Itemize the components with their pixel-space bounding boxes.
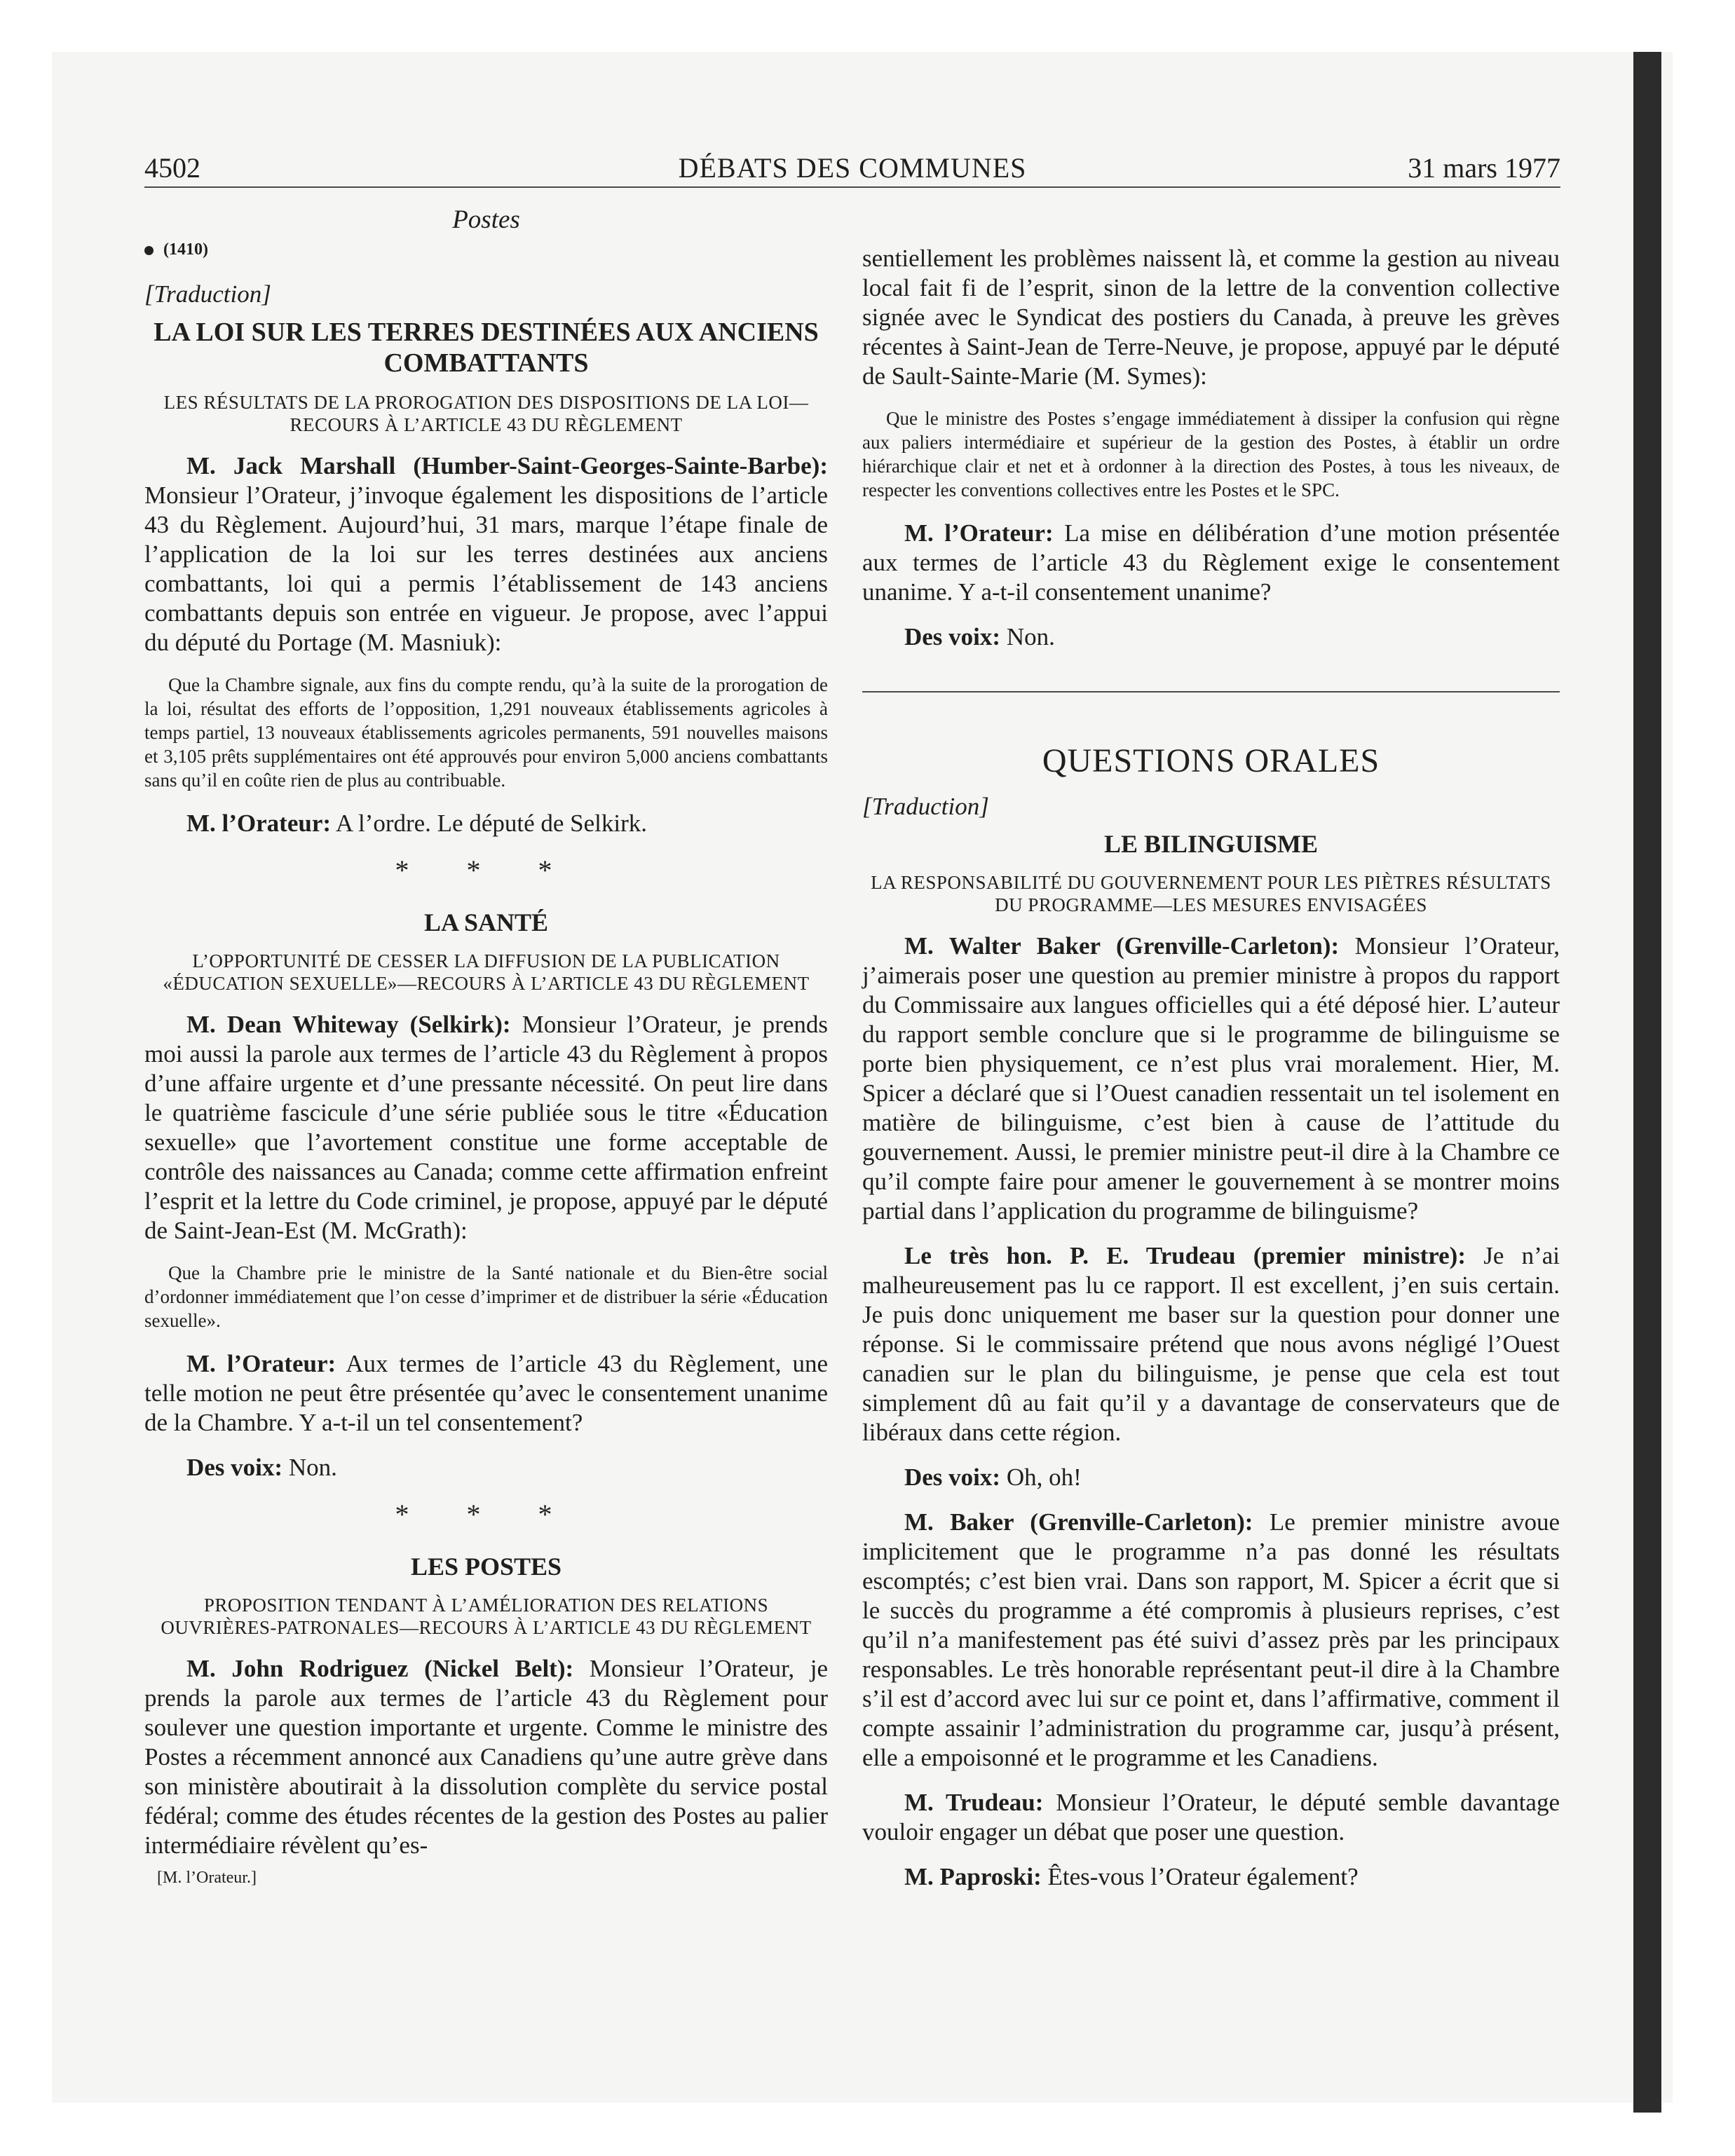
speech-text: Monsieur l’Orateur, j’invoque également les dispositions de l’article 43 du Règlement. Aujourd’hui, 31 mars, marque l’étape finale de l’application de la loi sur les terres destinées aux anciens combattants, loi qui a permis l’établissement de 143 anciens combattants depuis son entrée en vigueur. Je propose, avec l’appui du député du Portage (M. Masniuk):: [144, 482, 828, 656]
speech-text: Monsieur l’Orateur, je prends la parole aux termes de l’article 43 du Règlement pour soulever une question importante et urgente. Comme le ministre des Postes a récemment annoncé aux Canadiens qu’une autre grève dans son ministère aboutirait à la dissolution complète du service postal fédéral; comme des études récentes de la gestion des Postes au palier intermédiaire révèlent qu’es-: [144, 1655, 828, 1859]
journal-title: DÉBATS DES COMMUNES: [678, 152, 1027, 184]
speech-text: A l’ordre. Le député de Selkirk.: [331, 810, 648, 837]
section-heading-bilinguisme: LE BILINGUISME: [1103, 830, 1319, 858]
speech-text: Oh, oh!: [1000, 1464, 1082, 1491]
speaker-name: Des voix:: [904, 623, 1001, 650]
page-number: 4502: [144, 152, 200, 184]
time-marker: [144, 240, 828, 259]
speech-text: Monsieur l’Orateur, le député semble davantage vouloir engager un débat que poser une question.: [862, 1789, 1560, 1845]
right-column: [862, 244, 1560, 1907]
traduction-label: [Traduction]: [144, 280, 271, 308]
speech-text: La mise en délibération d’une motion présentée aux termes de l’article 43 du Règlement exige le consentement unanime. Y a-t-il consentement unanime?: [862, 519, 1560, 606]
motion-text-veterans: Que la Chambre signale, aux fins du compte rendu, qu’à la suite de la prorogation de la loi, résultat des efforts de l’opposition, 1,291 nouveaux établissements agricoles à temps partiel, 13 nouveaux établissements agricoles permanents, 591 nouvelles maisons et 3,105 prêts supplémentaires ont été approuvés pour environ 5,000 anciens combattants sans qu’il en coûte rien de plus au contribuable.: [144, 674, 828, 791]
speech-rodriguez-continued: sentiellement les problèmes naissent là, et comme la gestion au niveau local fait fi de l’esprit, sinon de la lettre de la convention collective signée avec le Syndicat des postiers du Canada, à preuve les grèves récentes à Saint-Jean de Terre-Neuve, je propose, appuyé par le député de Sault-Sainte-Marie (M. Symes):: [862, 245, 1560, 390]
speech-baker-1: [862, 932, 1560, 1226]
section-subheading-health: L’OPPORTUNITÉ DE CESSER LA DIFFUSION DE LA PUBLICATION «ÉDUCATION SEXUELLE»—RECOURS À L’ARTICLE 43 DU RÈGLEMENT: [163, 950, 810, 994]
speaker-name: M. Paproski:: [904, 1863, 1042, 1890]
speech-text: Monsieur l’Orateur, j’aimerais poser une question au premier ministre à propos du rapport du Commissaire aux langues officielles qui a été déposé hier. L’auteur du rapport semble conclure que si le programme de bilinguisme se porte bien physiquement, ce n’est plus vrai moralement. Hier, M. Spicer a déclaré que si l’Ouest canadien ressentait un tel isolement en matière de bilinguisme, c’est bien à cause de l’attitude du gouvernement. Aussi, le premier ministre peut-il dire à la Chambre ce qu’il compte faire pour amener le gouvernement à se montrer moins partial dans l’application du programme de bilinguisme?: [862, 932, 1560, 1224]
section-subheading-bilinguisme: LA RESPONSABILITÉ DU GOUVERNEMENT POUR LES PIÈTRES RÉSULTATS DU PROGRAMME—LES MESURES ENVISAGÉES: [871, 872, 1551, 915]
speech-whiteway: [144, 1010, 828, 1246]
speaker-name: M. Jack Marshall (Humber-Saint-Georges-Sainte-Barbe):: [186, 452, 828, 479]
speaker-name: M. John Rodriguez (Nickel Belt):: [186, 1655, 574, 1682]
section-subheading-veterans: LES RÉSULTATS DE LA PROROGATION DES DISPOSITIONS DE LA LOI—RECOURS À L’ARTICLE 43 DU RÈGLEMENT: [163, 392, 809, 435]
left-column: [144, 205, 828, 1888]
speech-voices-3: [862, 1463, 1560, 1492]
speech-rodriguez: [144, 1654, 828, 1860]
speech-text: Aux termes de l’article 43 du Règlement, une telle motion ne peut être présentée qu’avec le consentement unanime de la Chambre. Y a-t-il un tel consentement?: [144, 1350, 828, 1436]
section-heading-veterans: LA LOI SUR LES TERRES DESTINÉES AUX ANCIENS COMBATTANTS: [154, 318, 819, 378]
section-subheading-postes: PROPOSITION TENDANT À L’AMÉLIORATION DES RELATIONS OUVRIÈRES-PATRONALES—RECOURS À L’ARTICLE 43 DU RÈGLEMENT: [161, 1595, 812, 1638]
oral-questions-title: QUESTIONS ORALES: [1042, 742, 1380, 779]
speech-voices-1: [144, 1453, 828, 1482]
section-separator: * * *: [395, 854, 578, 886]
page-header: [144, 150, 1560, 188]
speech-text: Le premier ministre avoue implicitement que le programme n’a pas donné les résultats escomptés; c’est bien vrai. Dans son rapport, M. Spicer a écrit que si le succès du programme a été compromis à plusieurs reprises, c’est qu’il n’a manifestement pas été suivi d’assez près par les principaux responsables. Le très honorable représentant peut-il dire à la Chambre s’il est d’accord avec lui sur ce point et, dans l’affirmative, comment il compte assainir l’administration du programme car, jusqu’à présent, elle a empoisonné et le programme et les Canadiens.: [862, 1508, 1560, 1771]
speaker-name: M. l’Orateur:: [186, 810, 332, 837]
speech-text: Monsieur l’Orateur, je prends moi aussi la parole aux termes de l’article 43 du Règlement à propos d’une affaire urgente et d’une pressante nécessité. On peut lire dans le quatrième fascicule d’une série publiée sous le titre «Éducation sexuelle» que l’avortement constitue une forme acceptable de contrôle des naissances au Canada; comme cette affirmation enfreint l’esprit et la lettre du Code criminel, je propose, appuyé par le député de Saint-Jean-Est (M. McGrath):: [144, 1011, 828, 1244]
traduction-label-2: [Traduction]: [862, 793, 989, 820]
time-marker-text: (1410): [163, 240, 208, 259]
section-separator-2: * * *: [395, 1499, 578, 1530]
speech-trudeau-2: [862, 1788, 1560, 1847]
speech-baker-2: [862, 1508, 1560, 1773]
footnote: [M. l’Orateur.]: [157, 1869, 257, 1887]
speech-speaker-3: [862, 519, 1560, 607]
bullet-icon: [144, 246, 154, 255]
speaker-name: Le très hon. P. E. Trudeau (premier ministre):: [904, 1242, 1466, 1269]
motion-text-postes: Que le ministre des Postes s’engage immédiatement à dissiper la confusion qui règne aux paliers intermédiaire et supérieur de la gestion des Postes, à établir un ordre hiérarchique clair et net et à ordonner à la direction des Postes, à tous les niveaux, de respecter les conventions collectives entre les Postes et le SPC.: [862, 408, 1560, 500]
speech-speaker-2: [144, 1349, 828, 1438]
speech-trudeau-1: [862, 1241, 1560, 1447]
speech-paproski: [862, 1862, 1560, 1892]
speech-text: Êtes-vous l’Orateur également?: [1041, 1863, 1359, 1890]
speaker-name: M. Baker (Grenville-Carleton):: [904, 1508, 1253, 1536]
motion-text-health: Que la Chambre prie le ministre de la Santé nationale et du Bien-être social d’ordonner immédiatement que l’on cesse d’imprimer et de distribuer la série «Éducation sexuelle».: [144, 1262, 828, 1331]
section-heading-postes: LES POSTES: [410, 1553, 562, 1581]
speaker-name: M. Walter Baker (Grenville-Carleton):: [904, 932, 1340, 960]
speaker-name: M. Dean Whiteway (Selkirk):: [186, 1011, 511, 1038]
speech-speaker-1: [144, 809, 828, 838]
speaker-name: M. Trudeau:: [904, 1789, 1044, 1816]
speech-voices-2: [862, 622, 1560, 652]
speech-text: Je n’ai malheureusement pas lu ce rapport. Il est excellent, j’en suis certain. Je puis donc uniquement me baser sur la question pour donner une réponse. Si le commissaire prétend que nous avons négligé l’Ouest canadien sur le plan du bilinguisme, je pense que cela est tout simplement dû au fait qu’il y a davantage de conservateurs que de libéraux dans cette région.: [862, 1242, 1560, 1446]
page-date: 31 mars 1977: [1408, 152, 1560, 184]
speaker-name: M. l’Orateur:: [904, 519, 1054, 547]
speech-text: Non.: [1000, 623, 1055, 650]
scan-edge: [1633, 52, 1661, 2113]
speaker-name: Des voix:: [186, 1454, 283, 1481]
section-heading-health: LA SANTÉ: [423, 908, 549, 936]
speech-text: Non.: [283, 1454, 337, 1481]
speaker-name: Des voix:: [904, 1464, 1001, 1491]
speaker-name: M. l’Orateur:: [186, 1350, 336, 1377]
section-label: Postes: [452, 205, 520, 234]
section-divider-rule: [862, 691, 1560, 692]
speech-marshall: [144, 451, 828, 657]
